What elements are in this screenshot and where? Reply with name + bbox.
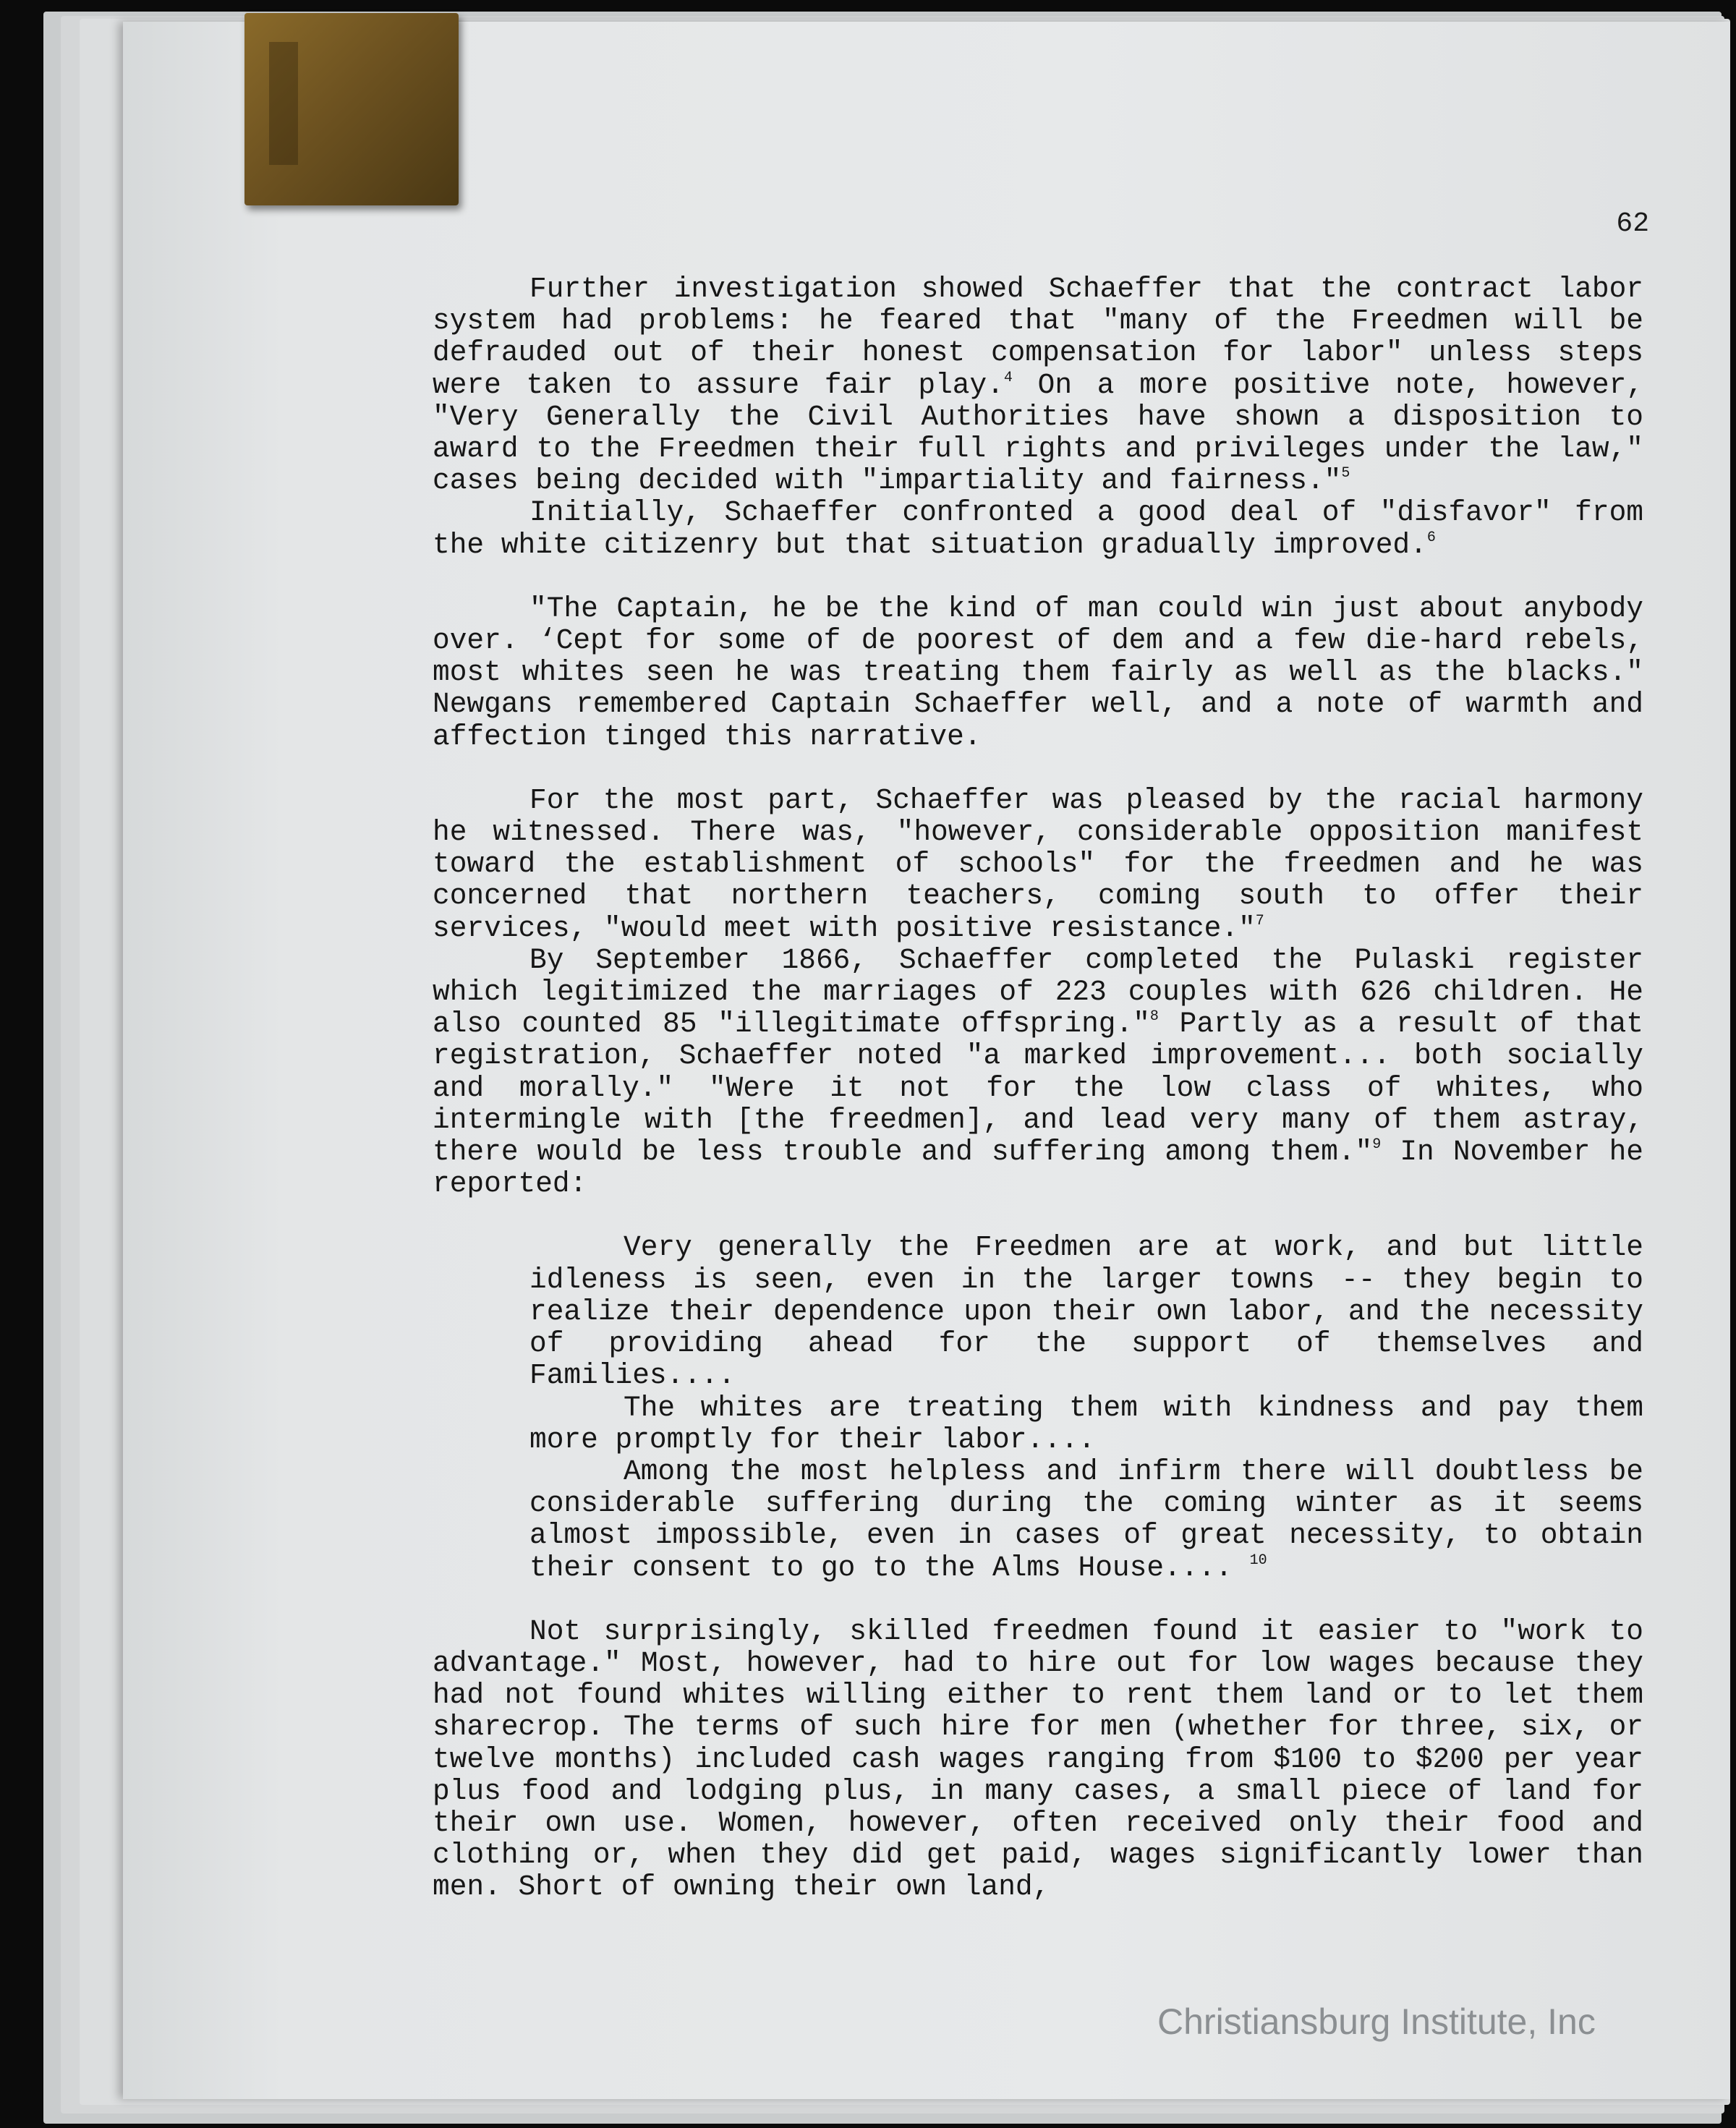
footnote-ref: 4 xyxy=(1003,369,1013,386)
footnote-ref: 9 xyxy=(1372,1136,1382,1154)
footnote-ref: 5 xyxy=(1341,465,1350,482)
watermark: Christiansburg Institute, Inc xyxy=(1157,2001,1596,2042)
quote-paragraph: Among the most helpless and infirm there will doubtless be considerable suffering during the coming winter as it seems almost impossible, even in cases of great necessity, to obtain their consent to go to the Alms House.... $^{10}$ xyxy=(529,1455,1643,1584)
paragraph-captain: "The Captain, he be the kind of man could win just about anybody over. ‘Cept for some of de poorest of dem and a few die-hard rebels, most whites seen he was treating them fairly as well as the blacks." Newgans remembered Captain Schaeffer well, and a note of warmth and affection tinged this narrative. xyxy=(433,592,1643,753)
paragraph-racial-harmony: For the most part, Schaeffer was pleased by the racial harmony he witnessed. There was, "however, considerable opposition manifest toward the establishment of schools" for the freedmen and he was concerned that northern teachers, coming south to offer their services, "would meet with positive resistance."$^7$ xyxy=(433,783,1643,945)
page-number: 62 xyxy=(1616,208,1649,239)
footnote-ref: 7 xyxy=(1255,912,1264,929)
footnote-ref: 10 xyxy=(1249,1552,1267,1569)
paragraph-register: By September 1866, Schaeffer completed the Pulaski register which legitimized the marriages of 223 couples with 626 children. He also counted 85 "illegitimate offspring."$^8$ Partly as a result of that registration, Schaeffer noted "a marked improvement... both socially and morally." "Were it not for the low class of whites, who intermingle with [the freedmen], and lead very many of them astray, there would be less trouble and suffering among them."$^9$ In November he reported: xyxy=(433,943,1643,1201)
body-text xyxy=(433,273,1643,1904)
binder-tab-marking xyxy=(269,42,298,165)
paragraph-disfavor: Initially, Schaeffer confronted a good deal of "disfavor" from the white citizenry but that situation gradually improved.$^6$ xyxy=(433,496,1643,561)
footnote-ref: 8 xyxy=(1149,1008,1159,1026)
binder-tab xyxy=(244,13,459,205)
quote-paragraph: Very generally the Freedmen are at work, and but little idleness is seen, even in the larger towns -- they begin to realize their dependence upon their own labor, and the necessity of providing ahead for the support of themselves and Families.... xyxy=(529,1231,1643,1392)
paragraph-contract-labor: Further investigation showed Schaeffer that the contract labor system had problems: he feared that "many of the Freedmen will be defrauded out of their honest compensation for labor" unless steps were taken to assure fair play.$^4$ On a more positive note, however, "Very Generally the Civil Authorities have shown a disposition to award to the Freedmen their full rights and privileges under the law," cases being decided with "impartiality and fairness."$^5$ xyxy=(433,273,1643,498)
footnote-ref: 6 xyxy=(1426,529,1436,546)
quote-paragraph: The whites are treating them with kindness and pay them more promptly for their labor.... xyxy=(529,1391,1643,1456)
block-quote xyxy=(529,1232,1643,1583)
paragraph-skilled-freedmen: Not surprisingly, skilled freedmen found it easier to "work to advantage." Most, however, had to hire out for low wages because they had not found whites willing either to rent them land or to let them sharecrop. The terms of such hire for men (whether for three, six, or twelve months) included cash wages ranging from $100 to $200 per year plus food and lodging plus, in many cases, a small piece of land for their own use. Women, however, often received only their food and clothing or, when they did get paid, wages significantly lower than men. Short of owning their own land, xyxy=(433,1614,1643,1904)
